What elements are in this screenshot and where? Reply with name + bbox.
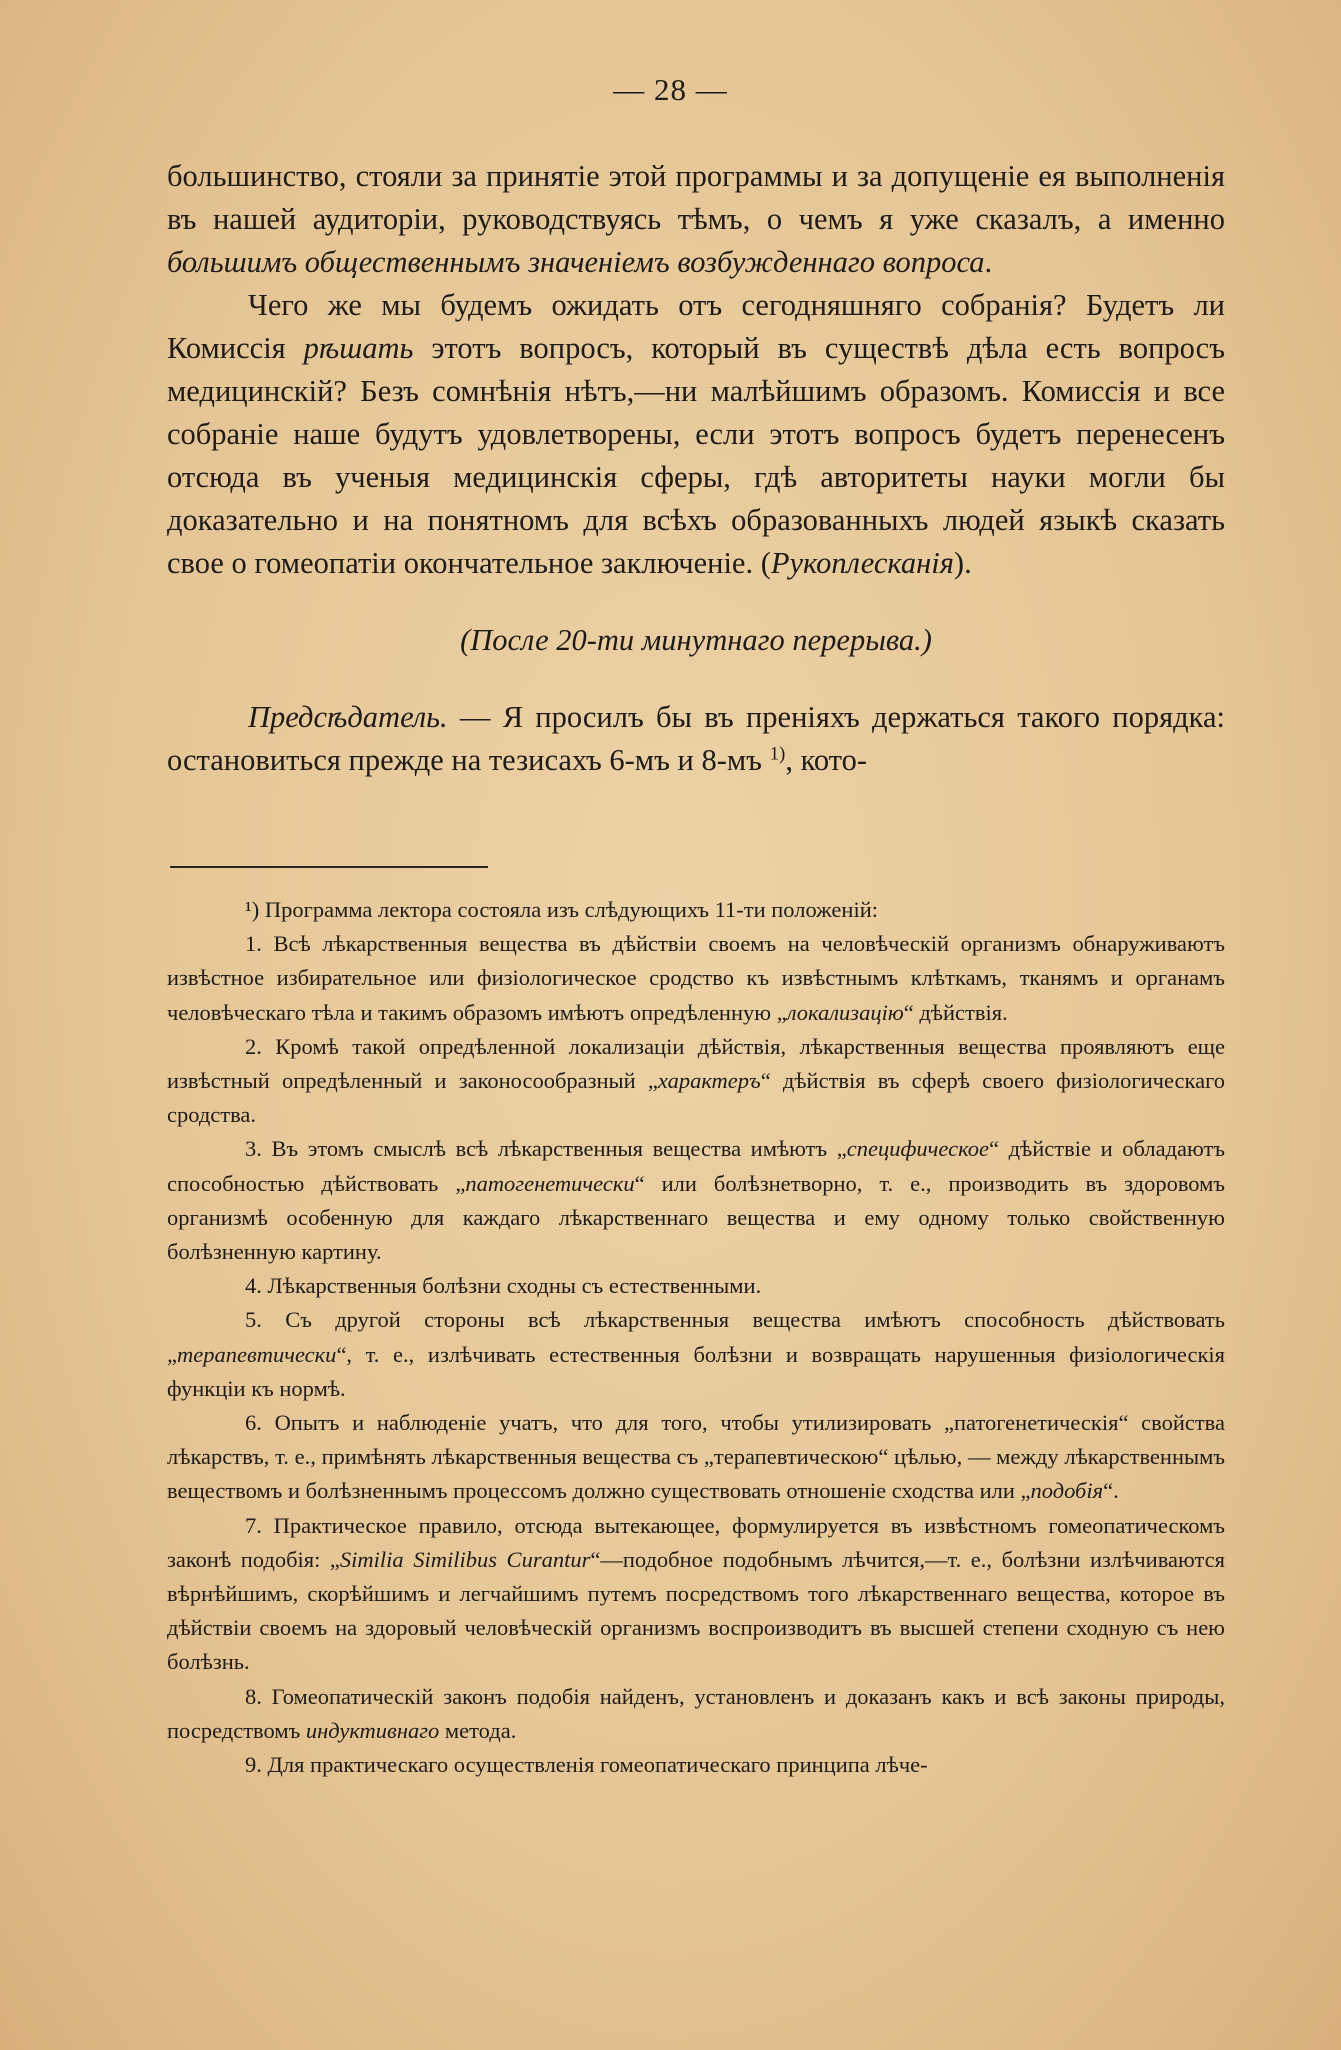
main-text (167, 155, 1225, 782)
paragraph-2: Чего же мы будемъ ожидать отъ сегодняшняго собранія? Будетъ ли Комиссія рѣшать этотъ вопросъ, который въ существѣ дѣла есть вопросъ медицинскій? Безъ сомнѣнія нѣтъ,—ни малѣйшимъ образомъ. Комиссія и все собраніе наше будутъ удовлетворены, если этотъ вопросъ будетъ перенесенъ отсюда въ ученыя медицинскія сферы, гдѣ авторитеты науки могли бы доказательно и на понятномъ для всѣхъ образованныхъ людей языкѣ сказать свое о гомеопатіи окончательное заключеніе. (Рукоплесканія). (167, 288, 1225, 580)
emphasis: рѣшать (303, 331, 414, 365)
footnote-ref[interactable]: 1) (769, 743, 786, 765)
footnote-item: 1. Всѣ лѣкарственныя вещества въ дѣйствіи своемъ на человѣческій организмъ обнаруживаютъ извѣстное избирательное или физіологическое сродство къ извѣстнымъ клѣткамъ, тканямъ и органамъ человѣческаго тѣла и такимъ образомъ имѣютъ опредѣленную „локализацію“ дѣйствія. (167, 931, 1225, 1025)
footnote-item: 6. Опытъ и наблюденіе учатъ, что для того, чтобы утилизировать „патогенетическія“ свойства лѣкарствъ, т. е., примѣнять лѣкарственныя вещества съ „терапевтическою“ цѣлью, — между лѣкарственнымъ веществомъ и болѣзненнымъ процессомъ должно существовать отношеніе сходства или „подобія“. (167, 1410, 1225, 1504)
paragraph-1: большинство, стояли за принятіе этой программы и за допущеніе ея выполненія въ нашей аудиторіи, руководствуясь тѣмъ, о чемъ я уже сказалъ, а именно большимъ общественнымъ значеніемъ возбужденнаго вопроса. (167, 159, 1225, 279)
footnote-item: 5. Съ другой стороны всѣ лѣкарственныя вещества имѣютъ способность дѣйствовать „терапевтически“, т. е., излѣчивать естественныя болѣзни и возвращать нарушенныя физіологическія функціи къ нормѣ. (167, 1307, 1225, 1401)
page-number: — 28 — (613, 72, 728, 107)
paragraph-3: Предсѣдатель. — Я просилъ бы въ преніяхъ держаться такого порядка: остановиться прежде на тезисахъ 6-мъ и 8-мъ $^{1)}$, кото- (167, 700, 1225, 777)
footnote-item: 8. Гомеопатическій законъ подобія найденъ, установленъ и доказанъ какъ и всѣ законы природы, посредствомъ индуктивнаго метода. (167, 1683, 1225, 1743)
emphasis: большимъ общественнымъ значеніемъ возбужденнаго вопроса (167, 245, 985, 279)
emphasis: Рукоплесканія (770, 546, 954, 580)
footnote-intro: ¹) Программа лектора состояла изъ слѣдующихъ 11-ти положеній: (245, 897, 878, 922)
footnote-item: 4. Лѣкарственныя болѣзни сходны съ естественными. (245, 1273, 762, 1299)
footnote-divider (170, 866, 488, 868)
footnote-item: 9. Для практическаго осуществленія гомеопатическаго принципа лѣче- (245, 1752, 928, 1778)
footnote-item: 7. Практическое правило, отсюда вытекающее, формулируется въ извѣстномъ гомеопатическомъ законѣ подобія: „Similia Similibus Curantur“—подобное подобнымъ лѣчится,—т. е., болѣзни излѣчиваются вѣрнѣйшимъ, скорѣйшимъ и легчайшимъ путемъ посредствомъ того лѣкарственнаго вещества, которое въ дѣйствіи своемъ на здоровый человѣческій организмъ воспроизводитъ въ высшей степени сходную съ нею болѣзнь. (167, 1512, 1225, 1675)
speaker-name: Предсѣдатель. (248, 700, 448, 734)
break-note: (После 20-ти минутнаго перерыва.) (460, 623, 932, 657)
footnote-item: 3. Въ этомъ смыслѣ всѣ лѣкарственныя вещества имѣютъ „специфическое“ дѣйствіе и обладаютъ способностью дѣйствовать „патогенетически“ или болѣзнетворно, т. е., производить въ здоровомъ организмѣ особенную для каждаго лѣкарственнаго вещества и ему одному только свойственную болѣзненную картину. (167, 1136, 1225, 1265)
footnote-item: 2. Кромѣ такой опредѣленной локализаціи дѣйствія, лѣкарственныя вещества проявляютъ еще извѣстный опредѣленный и законосообразный „характеръ“ дѣйствія въ сферѣ своего физіологическаго сродства. (167, 1033, 1225, 1128)
footnotes (167, 893, 1225, 1782)
